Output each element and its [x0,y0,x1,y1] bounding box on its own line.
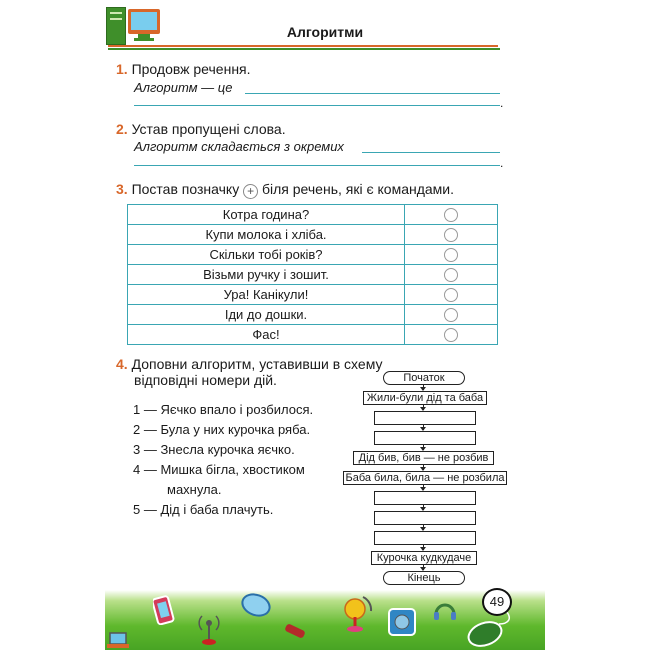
page-title: Алгоритми [286,24,364,40]
table-row: Скільки тобі років? [128,245,498,265]
arrow-icon [423,484,424,490]
mark-circle[interactable] [444,328,458,342]
mark-circle[interactable] [444,228,458,242]
chip-icon [388,608,416,636]
page-number: 49 [482,588,512,616]
mark-circle[interactable] [444,208,458,222]
task-4-instruction: 4. Доповни алгоритм, уставивши в схему [116,356,383,372]
arrow-icon [423,424,424,430]
action-item: 1 — Яєчко впало і розбилося. [133,402,314,417]
task-2-answer-line-1[interactable] [362,152,500,153]
flowchart-step-blank[interactable] [374,411,476,425]
arrow-icon [423,564,424,570]
flowchart-start: Початок [383,371,465,385]
flowchart-step-blank[interactable] [374,511,476,525]
arrow-icon [423,384,424,390]
table-row: Котра година? [128,205,498,225]
task-2-answer-line-2[interactable] [134,165,500,166]
antenna-icon [198,612,220,646]
headphones-icon [433,598,457,622]
task-1-answer-line-2[interactable] [134,105,500,106]
table-row: Ура! Канікули! [128,285,498,305]
arrow-icon [423,544,424,550]
arrow-icon [423,464,424,470]
action-item-continuation: махнула. [167,482,222,497]
action-item: 4 — Мишка бігла, хвостиком [133,462,305,477]
task-3-instruction: 3. Постав позначку + біля речень, які є командами. [116,181,455,198]
flowchart-end: Кінець [383,571,465,585]
plus-mark-icon: + [243,184,258,199]
table-row: Іди до дошки. [128,305,498,325]
task-1-instruction: 1. Продовж речення. [116,61,251,77]
flowchart-step: Баба била, била — не розбила [343,471,507,485]
flowchart-step-blank[interactable] [374,531,476,545]
header-divider-green [108,48,500,50]
arrow-icon [423,524,424,530]
mark-circle[interactable] [444,248,458,262]
task-1-prompt: Алгоритм — це [134,80,233,95]
mouse-icon [240,592,272,618]
commands-table [127,204,498,345]
task-4-instruction-line-2: відповідні номери дій. [134,372,277,388]
mark-circle[interactable] [444,288,458,302]
flowchart-step: Дід бив, бив — не розбив [353,451,494,465]
action-item: 2 — Була у них курочка ряба. [133,422,311,437]
satellite-dish-icon [343,595,373,635]
header-divider-orange [108,45,498,47]
flowchart-step-blank[interactable] [374,491,476,505]
arrow-icon [423,444,424,450]
mark-circle[interactable] [444,308,458,322]
mark-circle[interactable] [444,268,458,282]
computer-mouse-icon [465,610,515,650]
table-row: Візьми ручку і зошит. [128,265,498,285]
smartphone-icon [153,595,175,625]
footer-decoration [105,590,545,650]
action-item: 3 — Знесла курочка яєчко. [133,442,295,457]
arrow-icon [423,404,424,410]
flowchart-step: Курочка кудкудаче [371,551,477,565]
flowchart-step-blank[interactable] [374,431,476,445]
action-item: 5 — Дід і баба плачуть. [133,502,274,517]
flowchart-step: Жили-були дід та баба [363,391,487,405]
table-row: Фас! [128,325,498,345]
table-row: Купи молока і хліба. [128,225,498,245]
task-2-prompt: Алгоритм складається з окремих [134,139,344,154]
laptop-icon [107,632,129,650]
task-1-answer-line-1[interactable] [245,93,500,94]
usb-drive-icon [283,623,307,639]
arrow-icon [423,504,424,510]
task-2-instruction: 2. Устав пропущені слова. [116,121,286,137]
